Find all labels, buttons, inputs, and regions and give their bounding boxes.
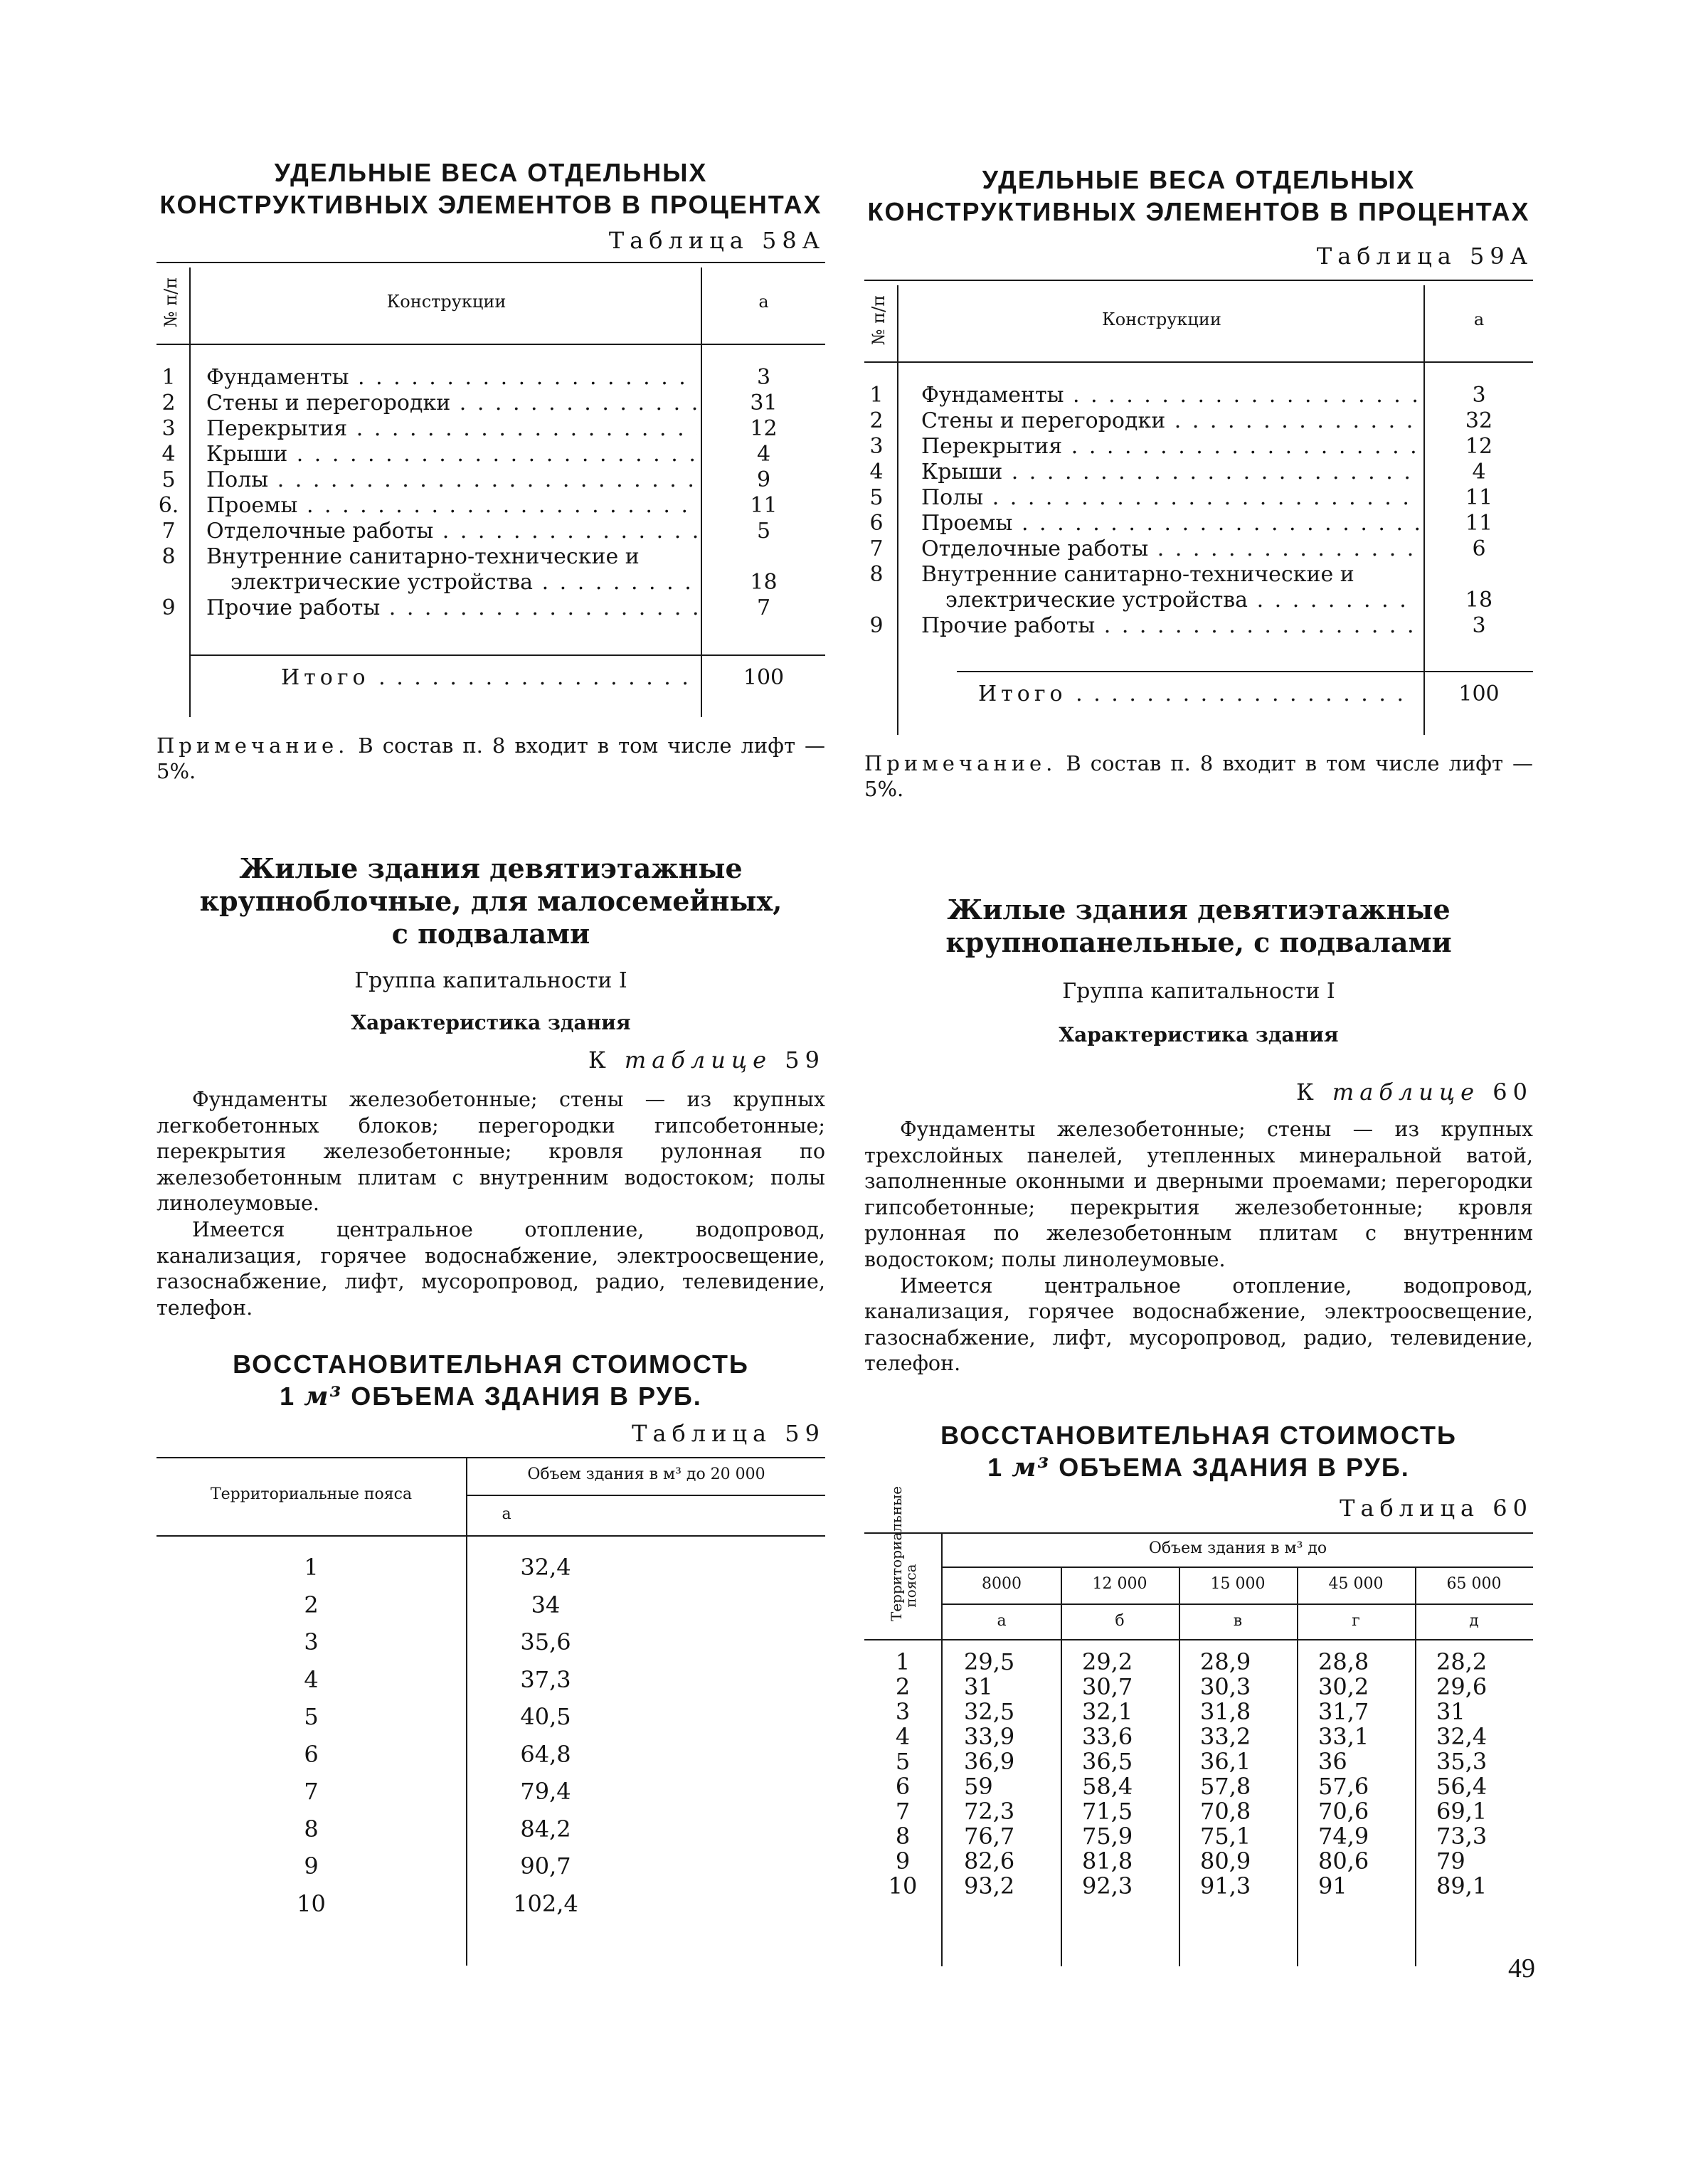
row-name-text: Фундаменты (921, 383, 1064, 408)
row-number: 2 (161, 391, 176, 415)
table-row-continuation (864, 588, 1533, 613)
row-name (921, 383, 1419, 408)
zone-number: 9 (895, 1848, 911, 1875)
total-value: 100 (743, 665, 785, 690)
row-number: 9 (869, 613, 884, 638)
table-row (157, 595, 825, 621)
cost-value: 57,8 (1200, 1773, 1251, 1800)
zone-number: 1 (304, 1554, 319, 1581)
cost-value: 81,8 (1082, 1848, 1133, 1875)
row-number: 6 (869, 511, 884, 536)
row-value: 3 (756, 365, 771, 390)
note-text: В состав п. 8 входит в том числе лифт — 5%. (864, 751, 1533, 801)
col-header-num: № п/п (161, 277, 181, 328)
table-rule (943, 1603, 1533, 1605)
row-name-text: Проемы (206, 493, 298, 518)
total-row (157, 665, 825, 691)
col-header-a: а (502, 1505, 511, 1523)
cost-value: 30,2 (1318, 1673, 1369, 1700)
cost-value: 29,5 (964, 1648, 1015, 1675)
cost-value: 33,9 (964, 1723, 1015, 1750)
row-name-text: Крыши (206, 442, 288, 467)
cost-value: 30,7 (1082, 1673, 1133, 1700)
cost-value: 69,1 (1436, 1798, 1488, 1825)
capital-group: Группа капитальности I (1062, 979, 1335, 1004)
zone-number: 4 (895, 1723, 911, 1750)
table-row (157, 416, 825, 442)
zone-number: 10 (888, 1872, 918, 1899)
cost-value: 28,9 (1200, 1648, 1251, 1675)
row-number: 4 (869, 460, 884, 484)
row-name (206, 467, 697, 493)
cost-value: 32,4 (1436, 1723, 1488, 1750)
row-number: 5 (161, 467, 176, 492)
col-header-zone: Территориальные пояса (888, 1486, 919, 1621)
table-row (157, 544, 825, 570)
cost-value: 32,4 (520, 1554, 571, 1581)
weights-table-label: Таблица 59А (1316, 243, 1533, 270)
cost-value: 91 (1318, 1872, 1347, 1899)
row-number: 8 (869, 562, 884, 587)
row-value: 18 (750, 570, 778, 595)
zone-number: 4 (304, 1665, 319, 1693)
weights-table-label: Таблица 58А (608, 227, 825, 254)
row-name-text: электрические устройства (945, 588, 1248, 613)
row-value: 4 (1472, 460, 1486, 484)
row-name (921, 485, 1419, 511)
weights-title (864, 164, 1533, 228)
zone-number: 7 (895, 1798, 911, 1825)
row-number: 5 (869, 485, 884, 510)
cost-value: 80,6 (1318, 1848, 1369, 1875)
cost-value: 75,1 (1200, 1823, 1251, 1850)
cost-value: 74,9 (1318, 1823, 1369, 1850)
table-rule (191, 654, 825, 656)
cost-value: 84,2 (520, 1815, 571, 1843)
volume-header: 8000 (982, 1575, 1022, 1593)
leader-dots (1002, 460, 1419, 484)
zone-number: 9 (304, 1852, 319, 1880)
table-row (157, 467, 825, 493)
table-rule (157, 344, 825, 345)
letter-header: г (1352, 1612, 1360, 1630)
leader-dots (1095, 613, 1419, 638)
row-name (206, 442, 697, 467)
zone-number: 7 (304, 1778, 319, 1805)
leader-dots (268, 467, 697, 492)
row-value: 9 (756, 467, 771, 492)
table-rule (864, 361, 1533, 363)
weights-title (157, 157, 825, 221)
leader-dots (433, 519, 697, 544)
row-number: 7 (161, 519, 176, 544)
row-name (921, 562, 1419, 588)
row-name (921, 460, 1419, 485)
cost-value: 73,3 (1436, 1823, 1488, 1850)
cost-value: 31 (964, 1673, 993, 1700)
note-label: Примечание. (157, 733, 349, 758)
col-header-a: а (758, 292, 769, 312)
row-name-text: Фундаменты (206, 365, 349, 390)
row-value: 31 (750, 391, 778, 415)
leader-dots (983, 485, 1419, 510)
leader-dots (450, 391, 697, 415)
row-value: 18 (1465, 588, 1493, 613)
cost-value: 75,9 (1082, 1823, 1133, 1850)
table-rule (157, 262, 825, 263)
letter-header: а (997, 1612, 1007, 1630)
table-rule (864, 1639, 1533, 1640)
row-value: 3 (1472, 613, 1486, 638)
table-row (864, 613, 1533, 639)
cost-value: 28,2 (1436, 1648, 1488, 1675)
building-description (864, 1117, 1533, 1377)
leader-dots (380, 595, 697, 620)
description-paragraph: Фундаменты железобетонные; стены — из крупных легкобетонных блоков; перегородки гипсобетонные; перекрытия железобетонные; кровля рулонная по железобетонным плитам с внутренним водостоком; полы линолеумовые. (157, 1088, 825, 1216)
row-number: 7 (869, 536, 884, 561)
row-number: 4 (161, 442, 176, 467)
letter-header: в (1233, 1612, 1243, 1630)
table-row-continuation (157, 570, 825, 595)
cost-value: 40,5 (520, 1703, 571, 1730)
capital-group: Группа капитальности I (354, 968, 627, 993)
table-row (157, 442, 825, 467)
row-name (206, 544, 697, 570)
row-value: 5 (756, 519, 771, 544)
zone-number: 6 (304, 1740, 319, 1768)
building-title-line1: Жилые здания девятиэтажные (947, 894, 1451, 926)
row-name-text: Прочие работы (921, 613, 1096, 638)
row-value: 12 (750, 416, 778, 441)
cost-table (157, 1457, 825, 1969)
zone-number: 8 (895, 1823, 911, 1850)
row-name-text: Полы (921, 485, 984, 510)
cost-table-label: Таблица 59 (632, 1420, 825, 1447)
table-row (864, 460, 1533, 485)
note-text: В состав п. 8 входит в том числе лифт — 5%. (157, 733, 825, 783)
description-paragraph: Имеется центральное отопление, водопровод, канализация, горячее водоснабжение, электроосвещение, газоснабжение, лифт, мусоропровод, радио, телевидение, телефон. (157, 1217, 825, 1320)
cost-value: 102,4 (513, 1889, 578, 1917)
cost-value: 37,3 (520, 1665, 571, 1693)
zone-number: 8 (304, 1815, 319, 1843)
building-title (157, 852, 825, 950)
cost-value: 29,6 (1436, 1673, 1488, 1700)
row-name (921, 408, 1419, 434)
weights-table (157, 262, 825, 717)
leader-dots (1012, 511, 1419, 536)
cost-value: 72,3 (964, 1798, 1015, 1825)
cost-value: 90,7 (520, 1852, 571, 1880)
row-name (206, 595, 697, 621)
cost-value: 31,8 (1200, 1698, 1251, 1725)
building-description (157, 1087, 825, 1321)
weights-title-line2: КОНСТРУКТИВНЫХ ЭЛЕМЕНТОВ В ПРОЦЕНТАХ (159, 190, 822, 219)
page-number: 49 (1508, 1954, 1535, 1983)
row-name-text: Крыши (921, 460, 1003, 484)
cost-value: 58,4 (1082, 1773, 1133, 1800)
row-name-text: Перекрытия (206, 416, 348, 441)
total-value: 100 (1458, 682, 1500, 706)
to-table-label: К таблице 60 (1295, 1078, 1533, 1106)
col-header-construction: Конструкции (1102, 309, 1221, 329)
description-paragraph: Фундаменты железобетонные; стены — из крупных трехслойных панелей, утепленных минеральной ватой, заполненные оконными и дверными проемами; перегородки гипсобетонные; перекрытия железобетонные; кровля рулонная по железобетонным плитам с внутренним водостоком; полы линолеумовые. (864, 1118, 1533, 1271)
cost-value: 57,6 (1318, 1773, 1369, 1800)
total-label: Итого . . . (281, 665, 694, 691)
cost-value: 70,8 (1200, 1798, 1251, 1825)
row-number: 1 (869, 383, 884, 408)
leader-dots (297, 493, 697, 518)
characteristic-heading: Характеристика здания (1059, 1023, 1339, 1046)
total-label: Итого . . . (978, 682, 1416, 707)
table-rule (864, 280, 1533, 281)
row-number: 9 (161, 595, 176, 620)
cost-value: 92,3 (1082, 1872, 1133, 1899)
table-rule (943, 1567, 1533, 1568)
zone-number: 2 (895, 1673, 911, 1700)
row-value: 4 (756, 442, 771, 467)
total-row (864, 682, 1533, 707)
row-name (230, 570, 697, 595)
cost-value: 33,1 (1318, 1723, 1369, 1750)
row-name-text: Отделочные работы (921, 536, 1149, 561)
cost-value: 32,1 (1082, 1698, 1133, 1725)
table-rule (157, 1457, 825, 1458)
zone-number: 5 (895, 1748, 911, 1775)
letter-header: д (1469, 1612, 1479, 1630)
cost-value: 29,2 (1082, 1648, 1133, 1675)
row-name (921, 536, 1419, 562)
table-rule (157, 1535, 825, 1537)
cost-value: 33,2 (1200, 1723, 1251, 1750)
table-row (157, 493, 825, 519)
table-row (864, 511, 1533, 536)
cost-title-line1: ВОССТАНОВИТЕЛЬНАЯ СТОИМОСТЬ (233, 1350, 749, 1379)
cost-value: 56,4 (1436, 1773, 1488, 1800)
row-value: 11 (1465, 485, 1493, 510)
cost-title-line2: 1 м³ ОБЪЕМА ЗДАНИЯ В РУБ. (280, 1382, 702, 1411)
leader-dots (287, 442, 697, 467)
zone-number: 10 (297, 1889, 326, 1917)
table-row (157, 391, 825, 416)
to-table-label: К таблице 59 (588, 1046, 825, 1074)
row-name (921, 511, 1419, 536)
col-header-num: № п/п (869, 295, 889, 346)
col-header-a: а (1473, 309, 1485, 329)
table-row (864, 434, 1533, 460)
weights-title-line2: КОНСТРУКТИВНЫХ ЭЛЕМЕНТОВ В ПРОЦЕНТАХ (867, 197, 1530, 226)
cost-title-line2: 1 м³ ОБЪЕМА ЗДАНИЯ В РУБ. (987, 1453, 1410, 1483)
cost-value: 28,8 (1318, 1648, 1369, 1675)
zone-number: 2 (304, 1591, 319, 1618)
weights-note (157, 733, 825, 784)
table-row (864, 485, 1533, 511)
cost-value: 64,8 (520, 1740, 571, 1768)
row-name-text: электрические устройства (230, 570, 534, 595)
volume-header: 15 000 (1210, 1575, 1266, 1593)
row-value: 6 (1472, 536, 1486, 561)
row-value: 11 (750, 493, 778, 518)
leader-dots (347, 416, 697, 441)
table-rule (957, 671, 1533, 672)
leader-dots (349, 365, 697, 390)
table-rule (467, 1495, 825, 1496)
table-rule (864, 1532, 1533, 1534)
cost-table-label: Таблица 60 (1340, 1495, 1533, 1522)
leader-dots (533, 570, 697, 595)
cost-value: 93,2 (964, 1872, 1015, 1899)
row-number: 6. (158, 493, 179, 518)
row-value: 7 (756, 595, 771, 620)
note-label: Примечание. (864, 751, 1057, 775)
cost-value: 82,6 (964, 1848, 1015, 1875)
table-row (864, 408, 1533, 434)
weights-title-line1: УДЕЛЬНЫЕ ВЕСА ОТДЕЛЬНЫХ (274, 158, 708, 187)
row-value: 32 (1465, 408, 1493, 433)
weights-note (864, 751, 1533, 802)
cost-value: 34 (531, 1591, 561, 1618)
row-name (921, 613, 1419, 639)
cost-value: 36 (1318, 1748, 1347, 1775)
row-number: 1 (161, 365, 176, 390)
building-title-line1: Жилые здания девятиэтажные (239, 852, 743, 884)
cost-value: 80,9 (1200, 1848, 1251, 1875)
col-header-construction: Конструкции (386, 292, 507, 312)
leader-dots (1248, 588, 1419, 613)
cost-value: 31 (1436, 1698, 1465, 1725)
table-column-rule (941, 1532, 943, 1966)
cost-value: 30,3 (1200, 1673, 1251, 1700)
row-number: 3 (161, 416, 176, 441)
row-name-text: Стены и перегородки (206, 391, 451, 415)
weights-table (864, 280, 1533, 735)
cost-value: 89,1 (1436, 1872, 1488, 1899)
row-name-text: Проемы (921, 511, 1013, 536)
leader-dots (1148, 536, 1419, 561)
volume-header: 65 000 (1446, 1575, 1502, 1593)
table-row (864, 383, 1533, 408)
cost-value: 36,1 (1200, 1748, 1251, 1775)
zone-number: 5 (304, 1703, 319, 1730)
row-name-text: Полы (206, 467, 269, 492)
weights-title-line1: УДЕЛЬНЫЕ ВЕСА ОТДЕЛЬНЫХ (982, 165, 1416, 194)
cost-value: 32,5 (964, 1698, 1015, 1725)
col-header-volume: Объем здания в м³ до (1148, 1539, 1327, 1557)
cost-value: 79 (1436, 1848, 1465, 1875)
cost-value: 35,3 (1436, 1748, 1488, 1775)
cost-title-line1: ВОССТАНОВИТЕЛЬНАЯ СТОИМОСТЬ (940, 1421, 1457, 1450)
volume-header: 45 000 (1328, 1575, 1384, 1593)
row-name (206, 519, 697, 544)
col-header-volume: Объем здания в м³ до 20 000 (527, 1465, 765, 1483)
letter-header: б (1115, 1612, 1125, 1630)
row-name (921, 434, 1419, 460)
row-name (206, 416, 697, 442)
row-name-text: Внутренние санитарно-технические и (921, 562, 1354, 587)
cost-value: 91,3 (1200, 1872, 1251, 1899)
cost-value: 79,4 (520, 1778, 571, 1805)
row-name-text: Перекрытия (921, 434, 1063, 459)
row-name (206, 493, 697, 519)
cost-title (864, 1419, 1533, 1484)
cost-value: 35,6 (520, 1628, 571, 1655)
building-title (864, 894, 1533, 959)
building-title-line3: с подвалами (391, 918, 590, 950)
row-name (206, 391, 697, 416)
leader-dots (1062, 434, 1419, 459)
cost-value: 59 (964, 1773, 993, 1800)
zone-number: 6 (895, 1773, 911, 1800)
cost-value: 31,7 (1318, 1698, 1369, 1725)
row-name-text: Прочие работы (206, 595, 381, 620)
row-number: 3 (869, 434, 884, 459)
cost-value: 36,9 (964, 1748, 1015, 1775)
cost-value: 36,5 (1082, 1748, 1133, 1775)
building-title-line2: крупноблочные, для малосемейных, (199, 885, 783, 917)
row-name-text: Стены и перегородки (921, 408, 1166, 433)
table-row (864, 562, 1533, 588)
cost-value: 71,5 (1082, 1798, 1133, 1825)
characteristic-heading: Характеристика здания (351, 1011, 631, 1034)
zone-number: 3 (304, 1628, 319, 1655)
leader-dots (1064, 383, 1419, 408)
cost-value: 70,6 (1318, 1798, 1369, 1825)
row-value: 3 (1472, 383, 1486, 408)
row-value: 11 (1465, 511, 1493, 536)
zone-number: 3 (895, 1698, 911, 1725)
cost-value: 33,6 (1082, 1723, 1133, 1750)
table-row (864, 536, 1533, 562)
cost-title (157, 1348, 825, 1413)
row-name-text: Внутренние санитарно-технические и (206, 544, 640, 569)
description-paragraph: Имеется центральное отопление, водопровод, канализация, горячее водоснабжение, электроосвещение, газоснабжение, лифт, мусоропровод, радио, телевидение, телефон. (864, 1273, 1533, 1376)
row-number: 2 (869, 408, 884, 433)
row-value: 12 (1465, 434, 1493, 459)
building-title-line2: крупнопанельные, с подвалами (945, 926, 1452, 958)
cost-value: 76,7 (964, 1823, 1015, 1850)
row-name (945, 588, 1419, 613)
table-row (157, 365, 825, 391)
row-name-text: Отделочные работы (206, 519, 434, 544)
row-name (206, 365, 697, 391)
table-row (157, 519, 825, 544)
col-header-zone: Территориальные пояса (210, 1485, 413, 1503)
volume-header: 12 000 (1092, 1575, 1147, 1593)
leader-dots (1165, 408, 1419, 433)
zone-number: 1 (895, 1648, 911, 1675)
row-number: 8 (161, 544, 176, 569)
